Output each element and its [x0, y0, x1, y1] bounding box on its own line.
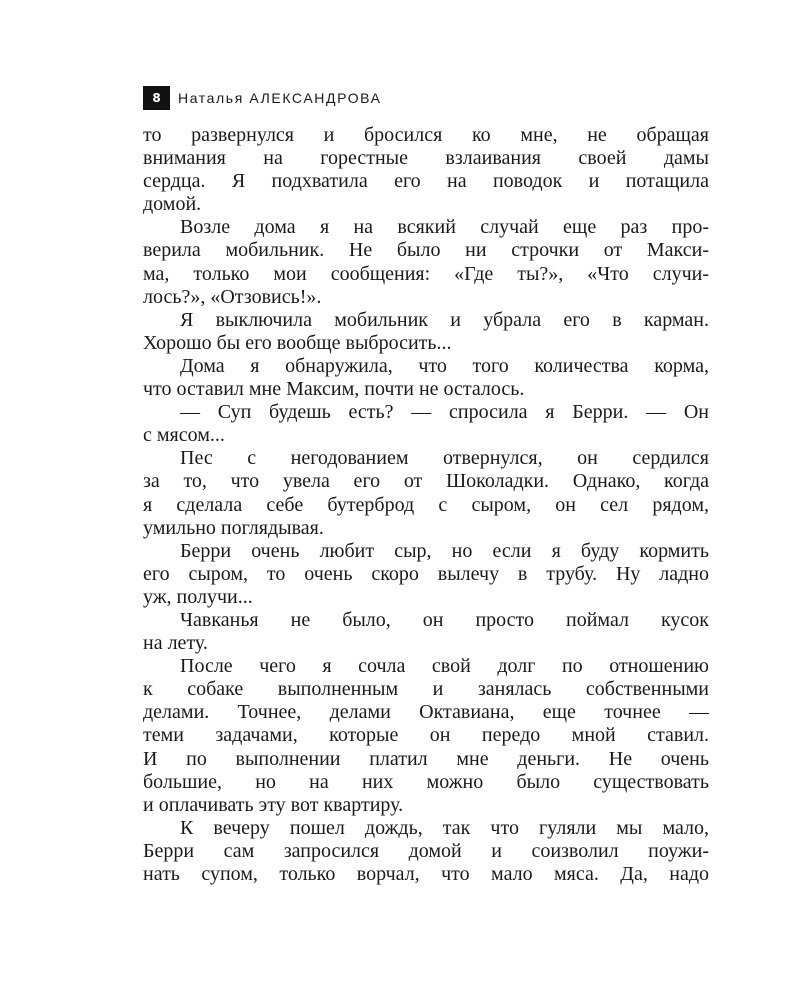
text-line: с мясом... — [143, 424, 225, 447]
text-line: за то, что увела его от Шоколадки. Однако, когда — [143, 470, 709, 493]
paragraph — [143, 355, 709, 401]
text-line: И по выполнении платил мне деньги. Не очень — [143, 747, 709, 770]
text-line: и оплачивать эту вот квартиру. — [143, 793, 404, 816]
text-line: Хорошо бы его вообще выбросить... — [143, 331, 452, 354]
text-line: ма, только мои сообщения: «Где ты?», «Что случи- — [143, 262, 709, 285]
text-line: верила мобильник. Не было ни строчки от Макси- — [143, 239, 709, 262]
text-line: лось?», «Отзовись!». — [143, 285, 322, 308]
paragraph — [143, 540, 709, 609]
text-line: внимания на горестные взлаивания своей дамы — [143, 147, 709, 170]
text-line: Чавканья не было, он просто поймал кусок — [180, 608, 709, 631]
text-line: Пес с негодованием отвернулся, он сердился — [180, 447, 709, 470]
paragraph — [143, 447, 709, 539]
author-name: Наталья АЛЕКСАНДРОВА — [178, 90, 382, 106]
body-text — [143, 124, 709, 886]
paragraph — [143, 401, 709, 447]
paragraph — [143, 655, 709, 817]
paragraph — [143, 216, 709, 308]
text-line: его сыром, то очень скоро вылечу в трубу. Ну ладно — [143, 562, 709, 585]
text-line: большие, но на них можно было существовать — [143, 770, 709, 793]
text-line: к собаке выполненным и занялась собственными — [143, 678, 709, 701]
text-line: теми задачами, которые он передо мной ставил. — [143, 724, 709, 747]
text-line: — Суп будешь есть? — спросила я Берри. — Он — [180, 401, 709, 424]
page-number: 8 — [143, 86, 170, 110]
text-line: сердца. Я подхватила его на поводок и потащила — [143, 170, 709, 193]
text-line: Берри сам запросился домой и соизволил поужи- — [143, 839, 709, 862]
text-line: делами. Точнее, делами Октавиана, еще точнее — — [143, 701, 709, 724]
text-line: Дома я обнаружила, что того количества корма, — [180, 354, 709, 377]
text-line: Берри очень любит сыр, но если я буду кормить — [180, 539, 709, 562]
text-line: Возле дома я на всякий случай еще раз про- — [180, 216, 709, 239]
text-line: уж, получи... — [143, 585, 253, 608]
text-line: на лету. — [143, 632, 208, 655]
text-line: После чего я сочла свой долг по отношению — [180, 655, 709, 678]
text-line: умильно поглядывая. — [143, 516, 324, 539]
text-line: Я выключила мобильник и убрала его в карман. — [180, 308, 709, 331]
text-line: К вечеру пошел дождь, так что гуляли мы мало, — [180, 816, 709, 839]
paragraph — [143, 309, 709, 355]
text-line: нать супом, только ворчал, что мало мяса. Да, надо — [143, 863, 709, 885]
text-line: что оставил мне Максим, почти не осталось. — [143, 378, 525, 401]
text-line: домой. — [143, 193, 202, 216]
text-line: то развернулся и бросился ко мне, не обращая — [143, 124, 709, 146]
running-header — [143, 86, 382, 110]
paragraph — [143, 817, 709, 886]
text-line: я сделала себе бутерброд с сыром, он сел рядом, — [143, 493, 709, 516]
paragraph — [143, 124, 709, 216]
paragraph — [143, 609, 709, 655]
